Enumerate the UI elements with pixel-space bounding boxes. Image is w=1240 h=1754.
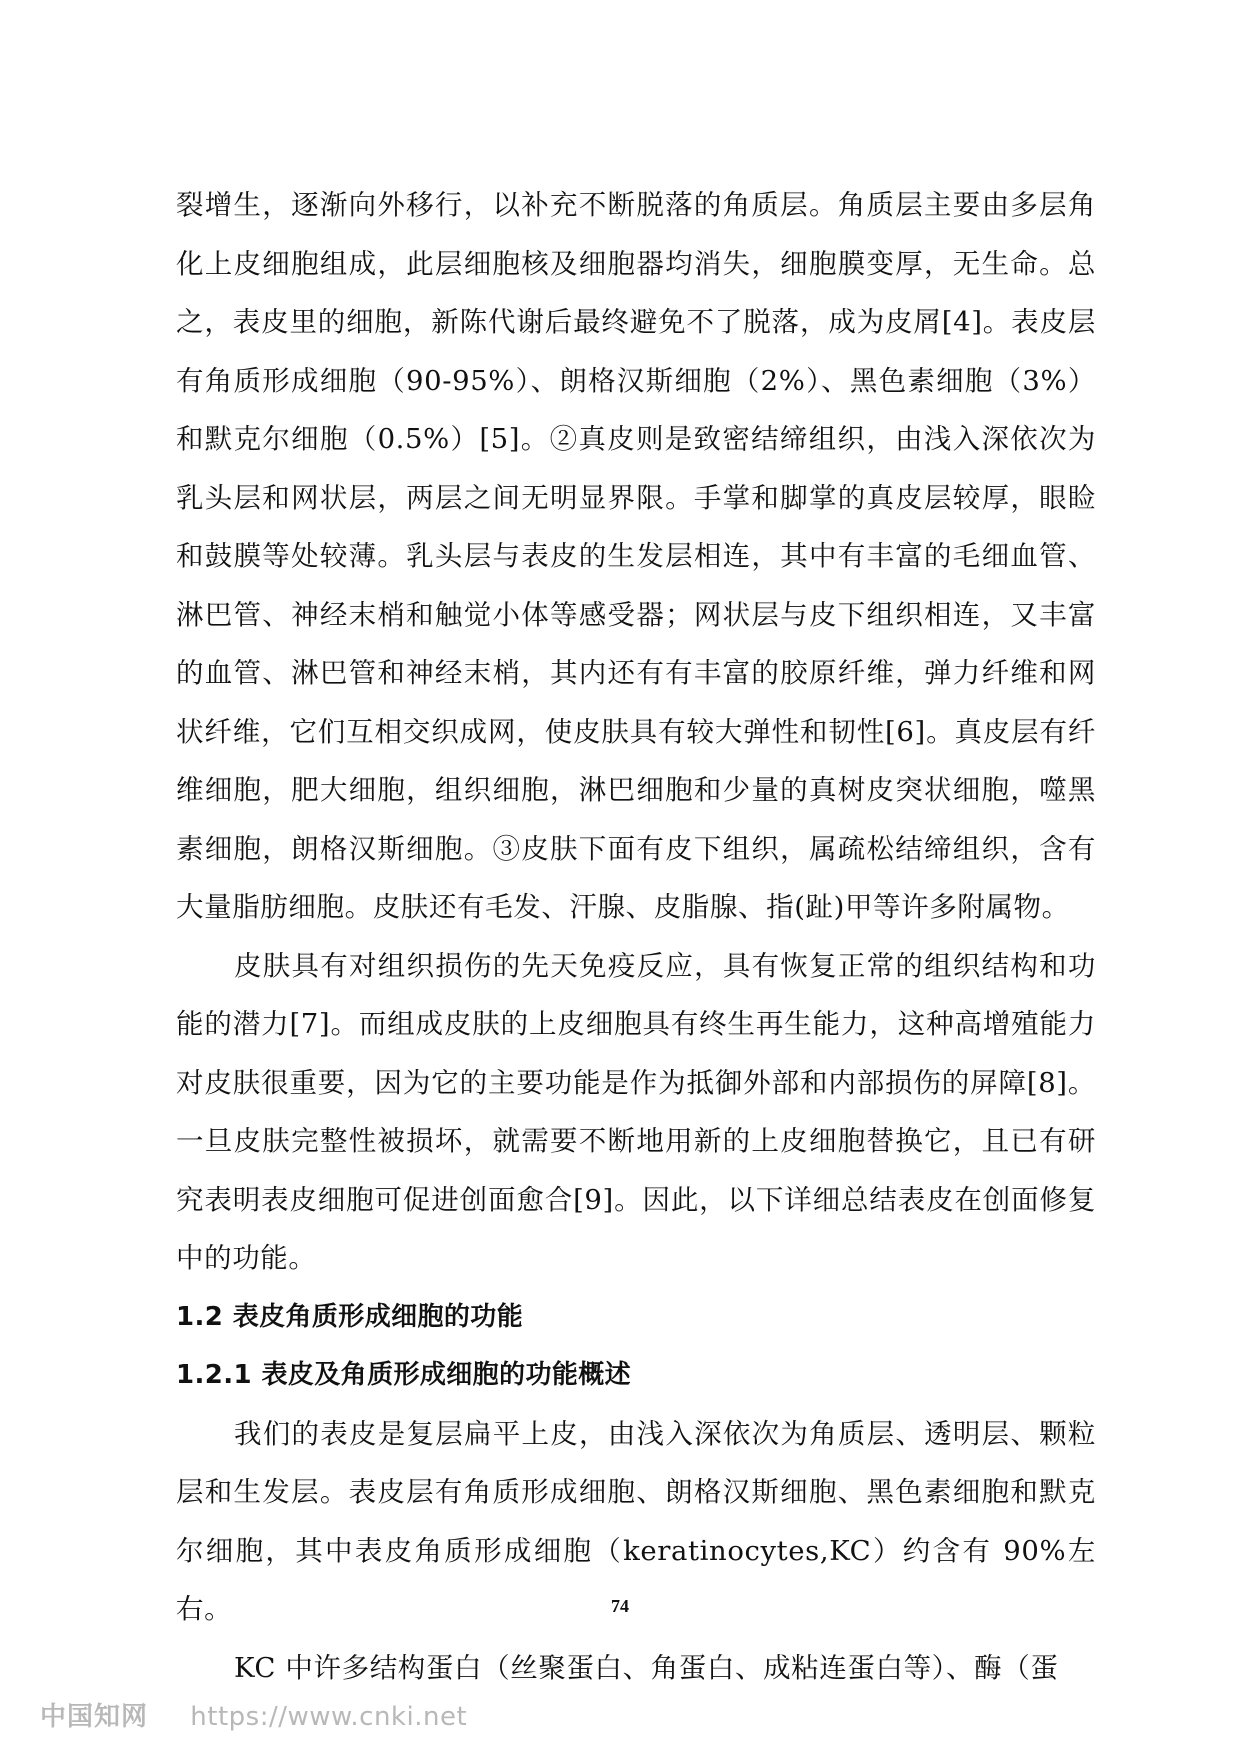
watermark-logo: 中国知网 <box>40 1702 149 1732</box>
page-number: 74 <box>611 1596 629 1616</box>
paragraph-kc-proteins: KC 中许多结构蛋白（丝聚蛋白、角蛋白、成粘连蛋白等）、酶（蛋 <box>234 1651 1059 1684</box>
cnki-watermark <box>40 1696 467 1733</box>
section-heading-1-2-1: 1.2.1 表皮及角质形成细胞的功能概述 <box>176 1360 632 1390</box>
paragraph-innate-immunity: 皮肤具有对组织损伤的先天免疫反应，具有恢复正常的组织结构和功能的潜力[7]。而组成皮肤的上皮细胞具有终生再生能力，这种高增殖能力对皮肤很重要，因为它的主要功能是作为抵御外部和内部损伤的屏障[8]。一旦皮肤完整性被损坏，就需要不断地用新的上皮细胞替换它，且已有研究表明表皮细胞可促进创面愈合[9]。因此，以下详细总结表皮在创面修复中的功能。 <box>176 949 1096 1274</box>
paragraph-epidermis-layers: 我们的表皮是复层扁平上皮，由浅入深依次为角质层、透明层、颗粒层和生发层。表皮层有角质形成细胞、朗格汉斯细胞、黑色素细胞和默克尔细胞，其中表皮角质形成细胞（keratinocytes,KC）约含有 90%左右。 <box>176 1417 1096 1625</box>
body-text <box>176 176 1096 1697</box>
paragraph-continued: 裂增生，逐渐向外移行，以补充不断脱落的角质层。角质层主要由多层角化上皮细胞组成，此层细胞核及细胞器均消失，细胞膜变厚，无生命。总之，表皮里的细胞，新陈代谢后最终避免不了脱落，成为皮屑[4]。表皮层有角质形成细胞（90-95%）、朗格汉斯细胞（2%）、黑色素细胞（3%）和默克尔细胞（0.5%）[5]。②真皮则是致密结缔组织，由浅入深依次为乳头层和网状层，两层之间无明显界限。手掌和脚掌的真皮层较厚，眼睑和鼓膜等处较薄。乳头层与表皮的生发层相连，其中有丰富的毛细血管、淋巴管、神经末梢和触觉小体等感受器；网状层与皮下组织相连，又丰富的血管、淋巴管和神经末梢，其内还有有丰富的胶原纤维，弹力纤维和网状纤维，它们互相交织成网，使皮肤具有较大弹性和韧性[6]。真皮层有纤维细胞，肥大细胞，组织细胞，淋巴细胞和少量的真树皮突状细胞，噬黑素细胞，朗格汉斯细胞。③皮肤下面有皮下组织，属疏松结缔组织，含有大量脂肪细胞。皮肤还有毛发、汗腺、皮脂腺、指(趾)甲等许多附属物。 <box>176 189 1096 923</box>
section-heading-1-2: 1.2 表皮角质形成细胞的功能 <box>176 1301 524 1332</box>
watermark-url[interactable]: https://www.cnki.net <box>190 1702 468 1732</box>
